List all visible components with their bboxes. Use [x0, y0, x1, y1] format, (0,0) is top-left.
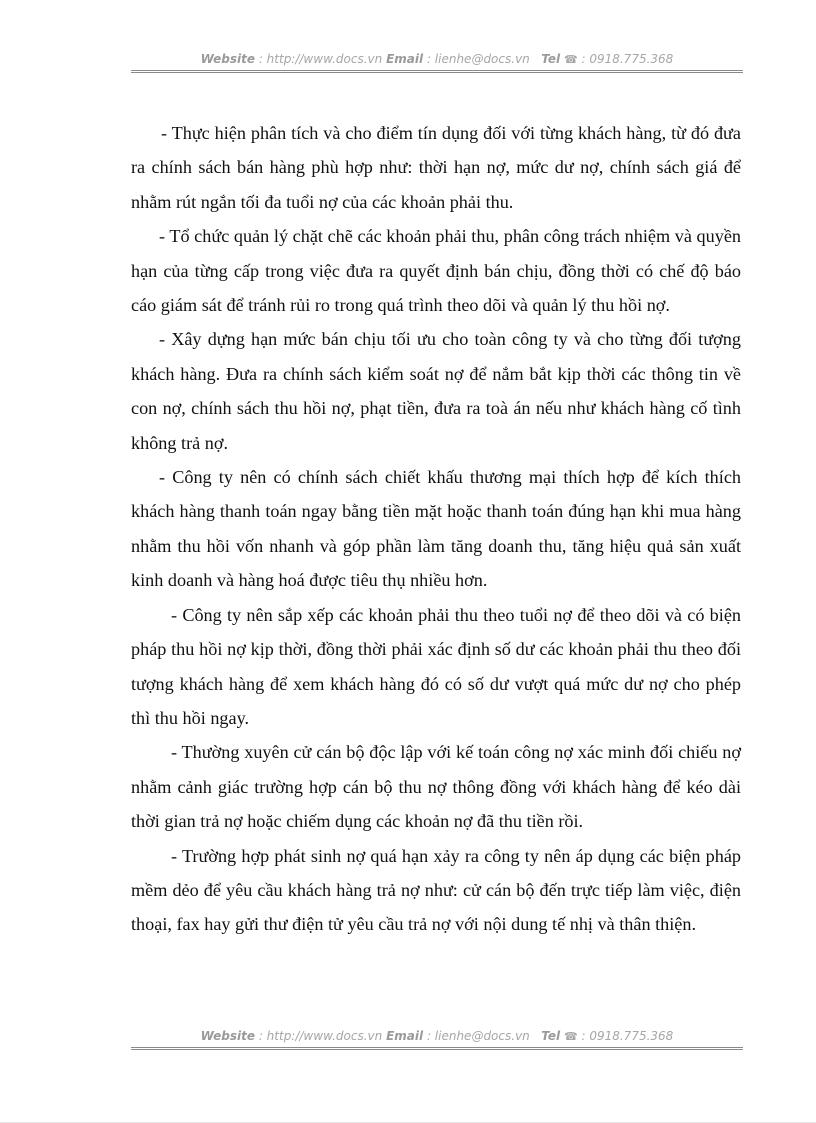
paragraph-6: - Thường xuyên cử cán bộ độc lập với kế toán công nợ xác minh đối chiếu nợ nhằm cảnh giác trường hợp cán bộ thu nợ thông đồng với khách hàng để kéo dài thời gian trả nợ hoặc chiếm dụng các khoản nợ đã thu tiền rồi.	[131, 742, 741, 832]
footer-email-label: Email	[386, 1029, 424, 1043]
header-email-sep: :	[423, 52, 435, 66]
header-website-label: Website	[200, 52, 255, 66]
footer-tel-value: 0918.775.368	[589, 1029, 674, 1043]
footer-website-sep: :	[255, 1029, 267, 1043]
phone-icon: ☎	[563, 53, 578, 66]
paragraph-2: - Tổ chức quản lý chặt chẽ các khoản phải thu, phân công trách nhiệm và quyền hạn của từng cấp trong việc đưa ra quyết định bán chịu, đồng thời có chế độ báo cáo giám sát để tránh rủi ro trong quá trình theo dõi và quản lý thu hồi nợ.	[131, 226, 741, 316]
header-email-label: Email	[386, 52, 424, 66]
paragraph-3: - Xây dựng hạn mức bán chịu tối ưu cho toàn công ty và cho từng đối tượng khách hàng. Đưa ra chính sách kiểm soát nợ để nắm bắt kịp thời các thông tin về con nợ, chính sách thu hồi nợ, phạt tiền, đưa ra toà án nếu như khách hàng cố tình không trả nợ.	[131, 329, 741, 453]
footer-tel-label: Tel	[541, 1029, 561, 1043]
page-header	[131, 52, 743, 66]
header-email-value[interactable]: lienhe@docs.vn	[434, 52, 530, 66]
page-footer	[131, 1029, 743, 1043]
footer-tel-sep: :	[577, 1029, 590, 1043]
paragraph-7: - Trường hợp phát sinh nợ quá hạn xảy ra công ty nên áp dụng các biện pháp mềm dẻo để yêu cầu khách hàng trả nợ như: cử cán bộ đến trực tiếp làm việc, điện thoại, fax hay gửi thư điện tử yêu cầu trả nợ với nội dung tế nhị và thân thiện.	[131, 845, 741, 935]
header-tel-sep: :	[577, 52, 590, 66]
header-tel-label: Tel	[541, 52, 561, 66]
paragraph-1: - Thực hiện phân tích và cho điểm tín dụng đối với từng khách hàng, từ đó đưa ra chính sách bán hàng phù hợp như: thời hạn nợ, mức dư nợ, chính sách giá để nhằm rút ngắn tối đa tuổi nợ của các khoản phải thu.	[131, 123, 741, 212]
paragraph-4: - Công ty nên có chính sách chiết khấu thương mại thích hợp để kích thích khách hàng thanh toán ngay bằng tiền mặt hoặc thanh toán đúng hạn khi mua hàng nhằm thu hồi vốn nhanh và góp phần làm tăng doanh thu, tăng hiệu quả sản xuất kinh doanh và hàng hoá được tiêu thụ nhiều hơn.	[131, 467, 741, 591]
phone-icon: ☎	[563, 1030, 578, 1043]
footer-rule	[131, 1047, 743, 1050]
body-text	[131, 116, 741, 942]
paragraph-5: - Công ty nên sắp xếp các khoản phải thu theo tuổi nợ để theo dõi và có biện pháp thu hồi nợ kịp thời, đồng thời phải xác định số dư các khoản phải thu theo đối tượng khách hàng để xem khách hàng đó có số dư vượt quá mức dư nợ cho phép thì thu hồi ngay.	[131, 604, 741, 728]
header-tel-value: 0918.775.368	[589, 52, 674, 66]
footer-website-label: Website	[200, 1029, 255, 1043]
header-rule	[131, 70, 743, 73]
footer-website-url[interactable]: http://www.docs.vn	[266, 1029, 383, 1043]
footer-email-sep: :	[423, 1029, 435, 1043]
header-website-sep: :	[255, 52, 267, 66]
footer-email-value[interactable]: lienhe@docs.vn	[434, 1029, 530, 1043]
header-website-url[interactable]: http://www.docs.vn	[266, 52, 383, 66]
